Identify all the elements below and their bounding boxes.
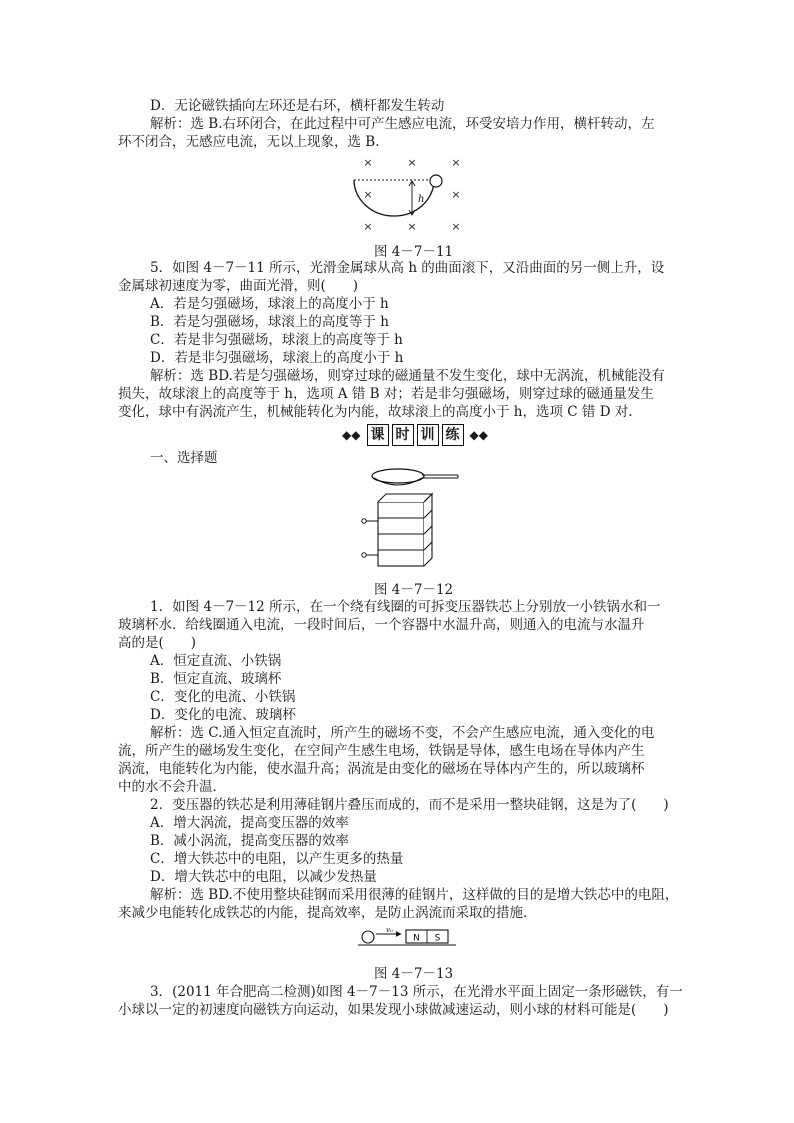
transformer-core xyxy=(378,494,432,566)
text-line: C．增大铁芯中的电阻，以产生更多的热量 xyxy=(150,851,404,867)
figure-caption: 图 4－7－12 xyxy=(374,582,454,598)
text-line: B．恒定直流、玻璃杯 xyxy=(150,671,282,687)
text-line: 解析：选 B.右环闭合，在此过程中可产生感应电流，环受安培力作用，横杆转动，左 xyxy=(150,116,655,132)
text-line: 高的是( ) xyxy=(118,635,197,651)
text-line: B．减小涡流，提高变压器的效率 xyxy=(150,833,349,849)
field-cross: × xyxy=(451,220,461,233)
text-line: 5．如图 4－7－11 所示，光滑金属球从高 h 的曲面滚下，又沿曲面的另一侧上升，设 xyxy=(150,260,665,276)
text-line: 涡流，电能转化为内能，使水温升高；涡流是由变化的磁场在导体内产生的，所以玻璃杯 xyxy=(118,761,645,777)
text-line: 小球以一定的初速度向磁铁方向运动，如果发现小球做减速运动，则小球的材料可能是( ) xyxy=(118,1002,669,1018)
text-line: A．若是匀强磁场，球滚上的高度小于 h xyxy=(150,296,389,312)
text-line: 损失，故球滚上的高度等于 h，选项 A 错 B 对；若是非匀强磁场，则穿过球的磁通量发生 xyxy=(118,386,654,402)
velocity-label: v₀ xyxy=(386,926,393,934)
field-cross: × xyxy=(363,156,373,169)
banner-char: 时 xyxy=(392,424,414,446)
banner-char: 训 xyxy=(417,424,439,446)
figure-4-7-13 xyxy=(358,926,458,948)
text-line: 2．变压器的铁芯是利用薄硅钢片叠压而成的，而不是采用一整块硅钢，这是为了( ) xyxy=(150,797,669,813)
text-line: 玻璃杯水．给线圈通入电流，一段时间后，一个容器中水温升高，则通入的电流与水温升 xyxy=(118,617,645,633)
text-line: 3．(2011 年合肥高二检测)如图 4－7－13 所示，在光滑水平面上固定一条形磁铁，有一 xyxy=(150,984,683,1000)
figure-caption: 图 4－7－11 xyxy=(374,244,454,260)
metal-ball xyxy=(430,175,442,187)
text-line: D．若是非匀强磁场，球滚上的高度小于 h xyxy=(150,350,404,366)
field-cross: × xyxy=(363,220,373,233)
text-line: 来减少电能转化成铁芯的内能，提高效率，是防止涡流而采取的措施． xyxy=(118,905,537,921)
text-line: 金属球初速度为零，曲面光滑，则( ) xyxy=(118,278,359,294)
text-line: 解析：选 C.通入恒定直流时，所产生的磁场不变，不会产生感应电流，通入变化的电 xyxy=(150,725,655,741)
banner-title xyxy=(367,424,464,446)
text-line: 解析：选 BD.若是匀强磁场，则穿过球的磁通量不发生变化，球中无涡流，机械能没有 xyxy=(150,368,665,384)
field-cross: × xyxy=(407,220,417,233)
banner-char: 课 xyxy=(367,424,389,446)
text-line: 环不闭合，无感应电流，无以上现象，选 B. xyxy=(118,134,380,150)
height-label: h xyxy=(418,194,425,205)
field-cross: × xyxy=(363,188,373,201)
diamond-ornament-icon: ◆◆ xyxy=(469,428,488,442)
field-cross: × xyxy=(451,156,461,169)
text-line: D．变化的电流、玻璃杯 xyxy=(150,707,296,723)
diamond-ornament-icon: ◆◆ xyxy=(342,428,361,442)
small-ball xyxy=(362,931,374,943)
text-line: 1．如图 4－7－12 所示，在一个绕有线圈的可拆变压器铁芯上分别放一小铁锅水和一 xyxy=(150,599,661,615)
text-line: D．无论磁铁插向左环还是右环，横杆都发生转动 xyxy=(150,98,445,114)
text-line: A．恒定直流、小铁锅 xyxy=(150,653,282,669)
text-line: C．变化的电流、小铁锅 xyxy=(150,689,296,705)
north-pole-label: N xyxy=(413,933,420,944)
figure-4-7-11 xyxy=(350,150,470,240)
text-line: A．增大涡流，提高变压器的效率 xyxy=(150,815,349,831)
section-banner xyxy=(330,423,500,447)
figure-caption: 图 4－7－13 xyxy=(374,966,454,982)
text-line: D．增大铁芯中的电阻，以减少发热量 xyxy=(150,869,377,885)
figure-4-7-12 xyxy=(360,466,465,572)
text-line: 中的水不会升温． xyxy=(118,779,226,795)
banner-char: 练 xyxy=(442,424,464,446)
text-line: B．若是匀强磁场，球滚上的高度等于 h xyxy=(150,314,389,330)
field-cross: × xyxy=(407,156,417,169)
south-pole-label: S xyxy=(434,933,441,944)
text-line: 一、选择题 xyxy=(150,450,218,466)
text-line: 流，所产生的磁场发生变化，在空间产生感生电场，铁锅是导体，感生电场在导体内产生 xyxy=(118,743,645,759)
text-line: C．若是非匀强磁场，球滚上的高度等于 h xyxy=(150,332,403,348)
coil-terminals xyxy=(362,519,378,557)
text-line: 变化，球中有涡流产生，机械能转化为内能，故球滚上的高度小于 h，选项 C 错 D 对. xyxy=(118,404,633,420)
text-line: 解析：选 BD.不使用整块硅钢而采用很薄的硅钢片，这样做的目的是增大铁芯中的电阻， xyxy=(150,887,679,903)
field-cross: × xyxy=(451,188,461,201)
